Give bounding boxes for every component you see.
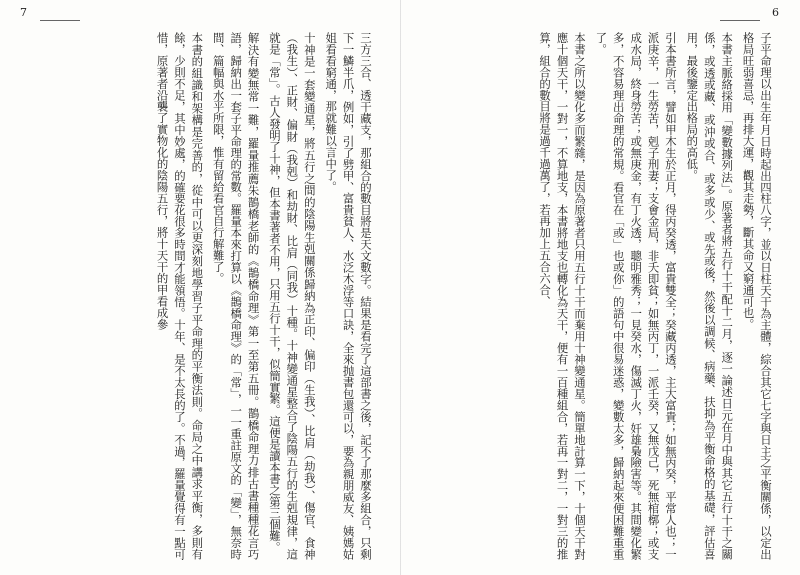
paragraph: 引本書所言，譬如甲木生於正月，得丙癸透，富貴雙全；癸藏丙透，主大富貴；如無丙癸，平常人也；一派庚辛，一生勞苦，剋子刑妻；支會金局，非夭即貧；如無丙丁，一派壬癸，又無戊己，死無棺槨；或支成水局，終身勞苦；或無庚金，有丁火透，聰明雅秀；一見癸水，傷滅丁火，奸雄梟險害等。其間變化繁多，不容易理出命理的常規。看官在「或」也或你」的語句中很易迷惑，變數太多，歸納起來便困難重重了。 (594, 32, 678, 560)
page-number-left: 7 (20, 6, 28, 19)
header-rule-right (720, 20, 760, 21)
paragraph: 十神是一套變通星，將五行之間的陰陽生剋關係歸納為正印、偏印（生我）、比肩（劫我）、傷官、食神（我生）、正財、偏財（我剋）和劫財、比肩（同我）十種。十神變通星整合了陰陽五行的生剋規律，這就是「常」。古人發明了十神，但本書著者不用，只用五行十干，似簡實繁。這便是讀本書之第三個難。 (267, 32, 317, 560)
right-page (400, 0, 800, 575)
paragraph: 本書的組識和架構是完善的，從中可以更深刻地學習子平命理的平衡法則。命局之中講求平衡，多則有餘，少則不足，其中妙處，的確要花很多時間才能領悟。十年、是不太長的了。不過，羅量覺得有一點可惜，原著者沿襲了實物化的陰陽五行，將十天干的甲看成參 (155, 32, 205, 560)
paragraph: 子平命理以出生年月日時起出四柱八字，並以日柱天干為主體，綜合其它七字與日主之平衡關係，以定出格局旺弱喜忌，再排大運，觀其走勢，斷其命又窮通可也。 (741, 32, 773, 560)
left-page-text (18, 32, 378, 560)
paragraph: 本書主脈絡採用「變數據列法」。原著者將五行十干配十二月，逐一論述日元在月中與其它五行十干之關係，或透或藏、或沖或合、或多或少、或先或後，然後以調候、病藥、扶抑為平衡命格的基礎，評估喜用，最後鑒定出格局的高低。 (685, 32, 735, 560)
header-rule-left (40, 20, 80, 21)
paragraph: 三方三合、透干藏支，那組合的數目將是天文數字。結果是看完了這部書之後，記不了那麼多組合，只剩下一鱗半爪，例如，引了劈甲、富貴貧人、水泛木浮等口訣，全來抛書包還可以，要為親朋威友、姨媽姑姐看看窮通，那就難以言中了。 (324, 32, 373, 560)
paragraph: 本書之所以變化多而繁雜，是因為原著者只用五行十干而棄用十神變通星。簡單地計算一下，十個天干對應十個天干，一對一，不算地支，本書將地支也轉化為天干，便有一百種組合，若再一對二，一對三的推算，組合的數目將是過千過萬了，若再加上五合六合、 (538, 32, 587, 560)
page-number-right: 6 (772, 6, 780, 19)
paragraph: 解決有變無常一難，羅量推薦朱鵲橋老師的《鵲橋命理》第一至第五冊。鵲橋命理力排古書種種花言巧語，歸納出一套子平命理的常數。羅量本來打算以《鵲橋命理》的「常」，一一重註原文的「變」，無奈時間、篇幅與水平所限，惟有留給看官自行解難了。 (211, 32, 261, 560)
right-page-text (422, 32, 778, 560)
